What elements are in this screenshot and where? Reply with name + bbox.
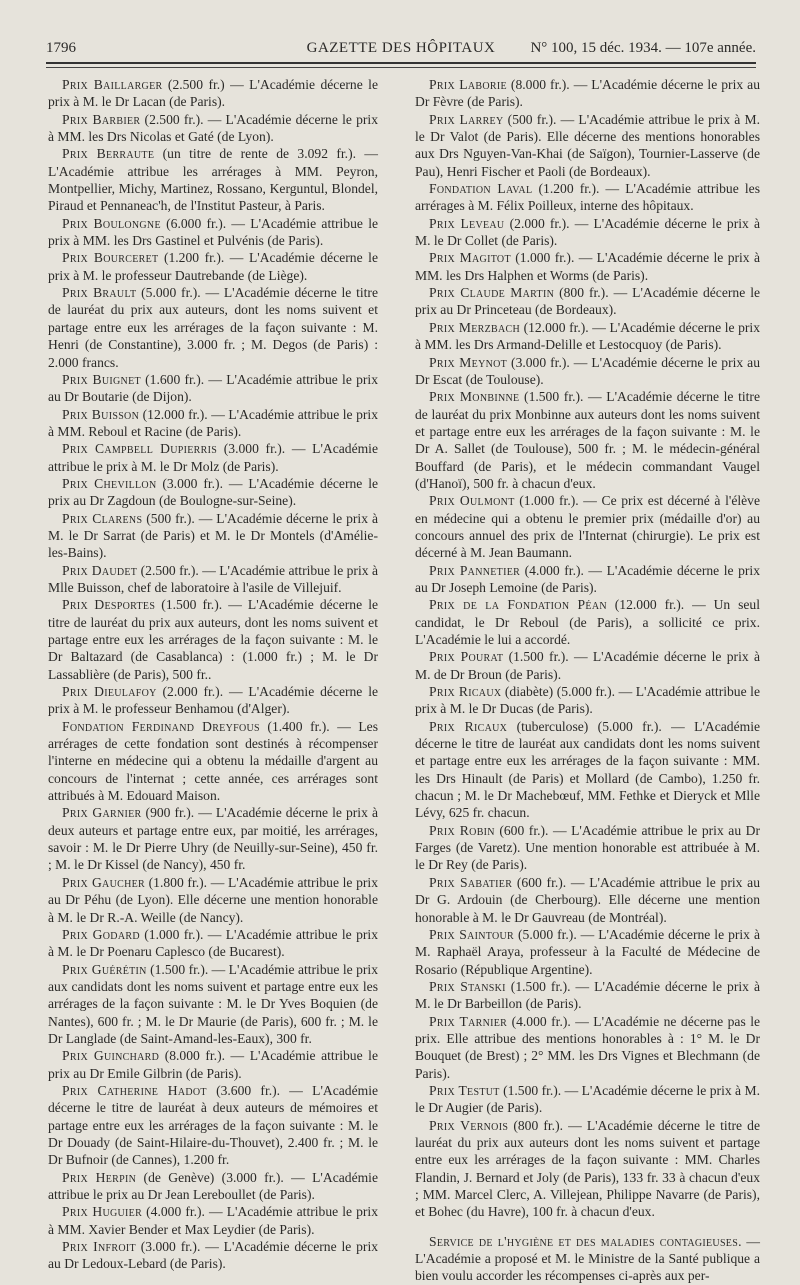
prize-paragraph <box>48 406 378 441</box>
prize-name: Prix Herpin <box>62 1169 137 1185</box>
prize-text: (2.000 fr.). — L'Académie décerne le prix à M. le professeur Benhamou (d'Alger). <box>48 684 379 717</box>
prize-text: (3.000 fr.). — L'Académie décerne le prix au Dr Escat (de Toulouse). <box>415 354 760 387</box>
prize-paragraph <box>415 215 760 250</box>
prize-paragraph <box>415 249 760 284</box>
prize-text: (1.000 fr.). — Ce prix est décerné à l'élève en médecine qui a obtenu le premier prix (médaille d'or) au concours annuel des prix de l'Internat (chirurgie). Le prix est décerné à M. Jean Baumann. <box>415 493 760 561</box>
prize-name: Prix Dieulafoy <box>62 684 157 700</box>
page-number: 1796 <box>46 40 76 56</box>
prize-text: (un titre de rente de 3.092 fr.). — L'Académie attribue les arrérages à MM. Peyron, Montpellier, Michy, Martinez, Rossano, Kerguntul, Blondel, Piraud et Pennaneac'h, de l'Institut Pasteur, à Paris. <box>48 146 378 214</box>
prize-paragraph <box>415 926 760 978</box>
prize-text: (900 fr.). — L'Académie décerne le prix à deux auteurs et partage entre eux, par moitié, les arrérages, savoir : M. le Dr Pierre Uhry (de Neuilly-sur-Seine), 450 fr. ; M. le Dr Kissel (de Nancy), 450 fr. <box>48 805 378 873</box>
prize-text: (1.000 fr.). — L'Académie attribue le prix à M. le Dr Poenaru Caplesco (de Bucarest). <box>48 926 379 960</box>
prize-paragraph <box>48 76 378 111</box>
prize-text: (5.000 fr.). — L'Académie décerne le titre de lauréat du prix aux auteurs, dont les noms suivent et partage entre eux les arrérages de la façon suivante : M. Henri (de Constantine), 3.000 fr. ; M. Degos (de Paris) : 2.000 francs. <box>48 285 378 370</box>
prize-name: Prix Brault <box>62 285 137 301</box>
prize-text: (tuberculose) (5.000 fr.). — L'Académie décerne le titre de lauréat aux candidats dont les noms suivent et partage entre eux les arrérages de la façon suivante : MM. les Drs Hinault (de Paris) et Mollard (de Cambo), 1.250 fr. chacun ; M. le Dr Machebœuf, MM. Fethke et Dieryck et Mlle Lévy, 625 fr. chacun. <box>415 718 761 821</box>
prize-text: (2.000 fr.). — L'Académie décerne le prix à M. le Dr Collet (de Paris). <box>415 215 761 249</box>
prize-text: (1.600 fr.). — L'Académie attribue le prix au Dr Boutarie (de Dijon). <box>48 371 378 405</box>
left-column <box>48 76 378 1273</box>
prize-paragraph <box>48 961 378 1048</box>
prize-paragraph <box>48 510 378 562</box>
prize-name: Prix Catherine Hadot <box>62 1082 207 1098</box>
prize-text: (3.000 fr.). — L'Académie décerne le prix au Dr Ledoux-Lebard (de Paris). <box>48 1239 379 1272</box>
prize-name: Fondation Laval <box>429 181 533 197</box>
prize-name: Prix Ricaux <box>429 684 502 700</box>
prize-paragraph <box>415 648 760 683</box>
prize-name: Prix de la Fondation Péan <box>429 597 607 613</box>
prize-name: Prix Larrey <box>429 111 504 127</box>
prize-paragraph <box>415 562 760 597</box>
prize-text: (2.500 fr.). — L'Académie décerne le prix à MM. les Drs Nicolas et Gaté (de Lyon). <box>48 111 378 145</box>
prize-paragraph <box>415 111 760 180</box>
prize-name: Prix Oulmont <box>429 493 515 509</box>
prize-paragraph <box>415 180 760 215</box>
prize-name: Prix Godard <box>62 926 140 942</box>
prize-name: Prix Garnier <box>62 805 142 821</box>
prize-text: (1.400 fr.). — Les arrérages de cette fondation sont destinés à récompenser l'interne en médecine qui a obtenu la médaille d'argent au concours de l'internat ; cette année, ces arrérages sont attribués à M. Edouard Maison. <box>48 718 379 804</box>
prize-paragraph <box>48 804 378 873</box>
prize-text: (1.500 fr.). — L'Académie décerne le prix à M. le Dr Augier (de Paris). <box>415 1082 760 1116</box>
prize-text: (2.500 fr.) — L'Académie décerne le prix à M. le Dr Lacan (de Paris). <box>48 77 378 110</box>
prize-text: (de Genève) (3.000 fr.). — L'Académie attribue le prix au Dr Jean Lereboullet (de Paris). <box>48 1169 378 1202</box>
prize-paragraph <box>48 145 378 214</box>
prize-name: Prix Boulongne <box>62 215 161 231</box>
prize-text: (500 fr.). — L'Académie attribue le prix à M. le Dr Valot (de Paris). Elle décerne des mentions honorables aux Drs Nguyen-Van-Khai (de Saïgon), Tournier-Lasserve (de Pau), Henri Fischer et Paoli (de Bordeaux). <box>415 111 760 179</box>
prize-text: (2.500 fr.). — L'Académie attribue le prix à Mlle Buisson, chef de laboratoire à l'asile de Villejuif. <box>48 562 378 595</box>
prize-paragraph <box>48 1082 378 1169</box>
prize-paragraph <box>415 492 760 561</box>
prize-name: Prix Stanski <box>429 978 506 994</box>
prize-name: Prix Guinchard <box>62 1048 160 1064</box>
prize-text: (500 fr.). — L'Académie décerne le prix à M. le Dr Sarrat (de Paris) et M. le Dr Montels (d'Amélie-les-Bains). <box>48 510 378 561</box>
issue-info: N° 100, 15 déc. 1934. — 107e année. <box>530 40 756 56</box>
prize-text: (6.000 fr.). — L'Académie attribue le prix à MM. les Drs Gastinel et Pulvénis (de Paris). <box>48 215 379 249</box>
prize-name: Prix Campbell Dupierris <box>62 441 218 457</box>
prize-text: (3.000 fr.). — L'Académie attribue le prix à M. le Dr Molz (de Paris). <box>48 441 378 474</box>
prize-paragraph <box>415 1117 760 1221</box>
prize-text: (1.200 fr.). — L'Académie attribue les arrérages à M. Félix Poilleux, interne des hôpitaux. <box>415 181 760 214</box>
prize-name: Prix Testut <box>429 1082 500 1098</box>
prize-name: Prix Guérétin <box>62 961 147 977</box>
prize-text: (12.000 fr.). — Un seul candidat, le Dr Reboul (de Paris), a sollicité ce prix. L'Académie le lui a accordé. <box>415 597 761 647</box>
prize-text: (1.500 fr.). — L'Académie décerne le titre de lauréat du prix aux auteurs, dont les noms suivent et partage entre eux les arrérages de la façon suivante : M. le Dr Baltazard (de Casablanca) : (1.000 fr.) ; M. le Dr Lassablière (de Paris), 500 fr.. <box>48 597 379 682</box>
prize-name: Prix Bourceret <box>62 250 159 266</box>
prize-paragraph <box>415 1013 760 1082</box>
prize-paragraph <box>415 284 760 319</box>
journal-title: GAZETTE DES HÔPITAUX <box>306 40 496 56</box>
prize-paragraph <box>48 926 378 961</box>
prize-paragraph <box>48 440 378 475</box>
prize-text: (1.500 fr.). — L'Académie décerne le titre de lauréat du prix Monbinne aux auteurs dont les noms suivent et partage entre eux les arrérages de la façon suivante : M. le Dr A. Sallet (de Toulouse), 500 fr. ; M. le médecin-général Bouffard (de Paris), et le médecin commandant Vaugel (d'Hanoï), 500 fr. à chacun d'eux. <box>415 389 760 491</box>
prize-paragraph <box>415 718 760 822</box>
prize-name: Prix Claude Martin <box>429 285 555 301</box>
prize-name: Prix Tarnier <box>429 1013 508 1029</box>
prize-name: Prix Pannetier <box>429 562 521 578</box>
prize-name: Fondation Ferdinand Dreyfous <box>62 718 260 734</box>
prize-paragraph <box>48 718 378 805</box>
prize-name: Prix Ricaux <box>429 718 508 734</box>
prize-name: Prix Gaucher <box>62 874 145 890</box>
prize-paragraph <box>48 284 378 371</box>
prize-paragraph <box>48 1169 378 1204</box>
prize-text: (800 fr.). — L'Académie décerne le titre de lauréat du prix aux auteurs dont les noms suivent et partage entre eux les arrérages de la façon suivante : MM. Charles Flandin, J. Bernard et Joly (de Paris), 133 fr. 33 à chacun d'eux ; MM. Marcel Clerc, A. Villejean, Philippe Navarre (de Paris), et Bohec (du Havre), 100 fr. à chacun d'eux. <box>415 1117 760 1220</box>
prize-paragraph <box>48 1238 378 1273</box>
prize-text: (1.500 fr.). — L'Académie attribue le prix aux candidats dont les noms suivent et partage entre eux les arrérages de la façon suivante : M. le Dr Yves Boquien (de Nantes), 600 fr. ; M. le Dr Maurie (de Paris), 600 fr. ; M. le Dr Langlade (de Saint-Amand-les-Eaux), 300 fr. <box>48 961 378 1046</box>
prize-paragraph <box>415 978 760 1013</box>
prize-paragraph <box>48 1047 378 1082</box>
prize-name: Prix Merzbach <box>429 319 521 335</box>
prize-name: Prix Vernois <box>429 1117 509 1133</box>
prize-paragraph <box>48 683 378 718</box>
prize-paragraph <box>48 596 378 683</box>
prize-name: Prix Daudet <box>62 562 138 578</box>
prize-name: Prix Barbier <box>62 111 141 127</box>
prize-name: Prix Berraute <box>62 146 155 162</box>
prize-paragraph <box>48 1203 378 1238</box>
prize-text: (1.800 fr.). — L'Académie attribue le prix au Dr Péhu (de Lyon). Elle décerne une mention honorable à M. le Dr R.-A. Weille (de Nancy). <box>48 874 379 925</box>
prize-paragraph <box>415 874 760 926</box>
prize-text: (diabète) (5.000 fr.). — L'Académie attribue le prix à M. le Dr Ducas (de Paris). <box>415 684 760 717</box>
prize-text: (4.000 fr.). — L'Académie ne décerne pas le prix. Elle attribue des mentions honorables à : 1° M. le Dr Bouquet (de Brest) ; 2° MM. les Drs Vignes et Blechmann (de Paris). <box>415 1013 760 1081</box>
prize-name: Prix Buisson <box>62 406 140 422</box>
prize-paragraph <box>48 111 378 146</box>
prize-paragraph <box>48 215 378 250</box>
prize-paragraph <box>415 388 760 492</box>
prize-paragraph <box>48 562 378 597</box>
prize-name: Prix Robin <box>429 822 495 838</box>
prize-name: Prix Sabatier <box>429 874 513 890</box>
prize-name: Prix Monbinne <box>429 389 520 405</box>
prize-text: (4.000 fr.). — L'Académie attribue le prix à MM. Xavier Bender et Max Leydier (de Paris). <box>48 1204 379 1237</box>
prize-name: Prix Buignet <box>62 371 141 387</box>
prize-text: (1.500 fr.). — L'Académie décerne le prix à M. de Dr Broun (de Paris). <box>415 649 760 682</box>
prize-paragraph <box>415 1233 760 1285</box>
prize-paragraph <box>415 319 760 354</box>
prize-paragraph <box>415 76 760 111</box>
prize-text: — L'Académie a proposé et M. le Ministre de la Santé publique a bien voulu accorder les récompenses ci-après aux per- <box>415 1233 760 1284</box>
right-column <box>415 76 760 1285</box>
prize-name: Prix Clarens <box>62 510 143 526</box>
prize-name: Prix Meynot <box>429 354 508 370</box>
prize-name: Service de l'hygiène et des maladies contagieuses. <box>429 1233 742 1249</box>
prize-text: (12.000 fr.). — L'Académie attribue le prix à MM. Reboul et Racine (de Paris). <box>48 406 379 439</box>
prize-text: (5.000 fr.). — L'Académie décerne le prix à M. Raphaël Araya, professeur à la Faculté de Médecine de Rosario (République Argentine). <box>415 926 760 977</box>
prize-name: Prix Laborie <box>429 77 507 92</box>
prize-name: Prix Saintour <box>429 926 515 942</box>
prize-paragraph <box>415 822 760 874</box>
prize-text: (8.000 fr.). — L'Académie décerne le prix au Dr Fèvre (de Paris). <box>415 77 760 110</box>
prize-text: (600 fr.). — L'Académie attribue le prix au Dr G. Ardouin (de Cherbourg). Elle décerne une mention honorable à M. le Dr Gauvreau (de Montréal). <box>415 874 760 925</box>
prize-paragraph <box>415 683 760 718</box>
prize-text: (4.000 fr.). — L'Académie décerne le prix au Dr Joseph Lemoine (de Paris). <box>415 562 760 595</box>
prize-name: Prix Magitot <box>429 250 511 266</box>
prize-text: (3.600 fr.). — L'Académie décerne le titre de lauréat à deux auteurs de mémoires et partage entre eux les arrérages de la façon suivante : M. le Dr Douady (de Saint-Hilaire-du-Thouvet), 2.400 fr. ; M. le Dr Bufnoir (de Cannes), 1.200 fr. <box>48 1082 379 1168</box>
prize-text: (1.000 fr.). — L'Académie décerne le prix à MM. les Drs Halphen et Worms (de Paris). <box>415 250 760 283</box>
prize-text: (1.500 fr.). — L'Académie décerne le prix à M. le Dr Barbeillon (de Paris). <box>415 978 760 1012</box>
prize-text: (600 fr.). — L'Académie attribue le prix au Dr Farges (de Varetz). Une mention honorable est attribuée à M. le Dr Rey (de Paris). <box>415 822 760 873</box>
prize-paragraph <box>48 371 378 406</box>
prize-paragraph <box>415 596 760 648</box>
prize-name: Prix Baillarger <box>62 77 163 92</box>
prize-text: (1.200 fr.). — L'Académie décerne le prix à M. le professeur Dautrebande (de Liège). <box>48 250 378 283</box>
prize-paragraph <box>415 354 760 389</box>
prize-text: (800 fr.). — L'Académie décerne le prix au Dr Princeteau (de Bordeaux). <box>415 285 761 318</box>
prize-name: Prix Infroit <box>62 1239 136 1255</box>
prize-name: Prix Desportes <box>62 597 156 613</box>
prize-text: (3.000 fr.). — L'Académie décerne le prix au Dr Zagdoun (de Boulogne-sur-Seine). <box>48 475 379 509</box>
prize-paragraph <box>48 874 378 926</box>
prize-paragraph <box>415 1082 760 1117</box>
prize-name: Prix Huguier <box>62 1204 143 1220</box>
prize-name: Prix Chevillon <box>62 475 157 491</box>
header-rule <box>46 62 756 64</box>
prize-text: (8.000 fr.). — L'Académie attribue le prix au Dr Emile Gilbrin (de Paris). <box>48 1048 378 1081</box>
prize-name: Prix Leveau <box>429 215 505 231</box>
prize-paragraph <box>48 475 378 510</box>
prize-text: (12.000 fr.). — L'Académie décerne le prix à MM. les Drs Armand-Delille et Lestocquoy (de Paris). <box>415 319 760 353</box>
header-rule-thin <box>46 67 756 68</box>
prize-paragraph <box>48 249 378 284</box>
prize-name: Prix Pourat <box>429 649 504 665</box>
